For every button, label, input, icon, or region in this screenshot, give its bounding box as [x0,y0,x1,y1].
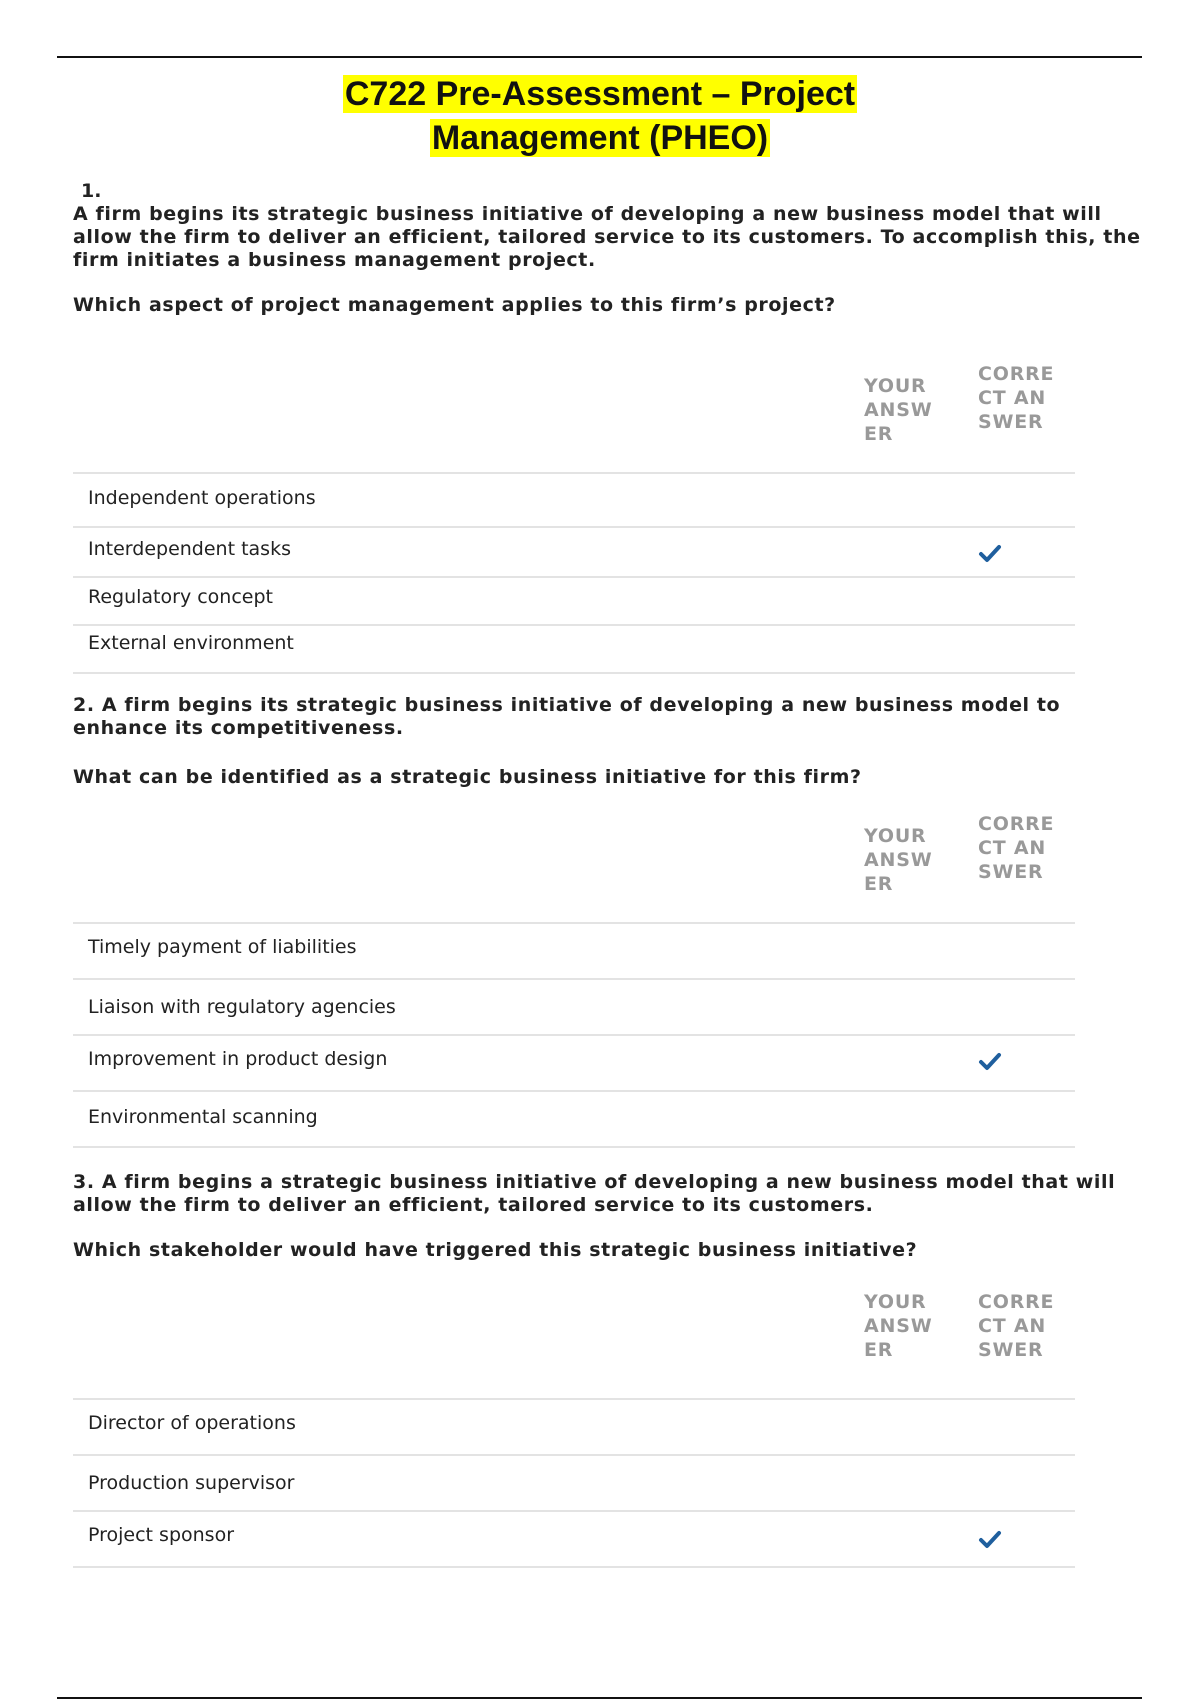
correct-answer-header: CORRECT ANSWER [978,1291,1055,1361]
answer-option[interactable] [73,526,1075,576]
top-rule [57,56,1142,58]
checkmark-icon [978,1052,1002,1072]
answer-option[interactable] [73,1454,1075,1510]
option-label: Regulatory concept [88,586,273,608]
question-text: 2. A firm begins its strategic business initiative of developing a new business model to enhance its competitiveness. [73,694,1061,739]
table-divider [73,672,1075,674]
checkmark-icon [978,544,1002,564]
your-answer-header: YOUR ANSWER [864,825,933,895]
correct-answer-header: CORRECT ANSWER [978,813,1055,883]
title-line-1: C722 Pre-Assessment – Project [344,75,856,113]
your-answer-header: YOUR ANSWER [864,1291,933,1361]
answer-option[interactable] [73,1398,1075,1454]
bottom-rule [57,1697,1142,1699]
answer-option[interactable] [73,576,1075,624]
answer-option[interactable] [73,1090,1075,1146]
table-divider [73,1566,1075,1568]
table-divider [73,1146,1075,1148]
answer-option[interactable] [73,472,1075,526]
option-label: Environmental scanning [88,1106,318,1128]
option-label: Liaison with regulatory agencies [88,996,396,1018]
your-answer-header: YOUR ANSWER [864,375,933,445]
answer-option[interactable] [73,1510,1075,1566]
option-label: Director of operations [88,1412,296,1434]
checkmark-icon [978,1530,1002,1550]
question-text: A firm begins its strategic business initiative of developing a new business model that will allow the firm to deliver an efficient, tailored service to its customers. To accomplish this, the firm initiates a business management project. [73,203,1141,271]
answer-option[interactable] [73,1034,1075,1090]
question-number: 1. [81,180,102,202]
correct-answer-header: CORRECT ANSWER [978,363,1055,433]
question-prompt: Which stakeholder would have triggered this strategic business initiative? [73,1239,918,1261]
option-label: Independent operations [88,487,316,509]
option-label: Project sponsor [88,1524,235,1546]
answer-table-2 [73,812,1075,1148]
option-label: External environment [88,632,294,654]
question-prompt: Which aspect of project management applies to this firm’s project? [73,294,836,316]
option-label: Timely payment of liabilities [88,936,357,958]
answer-option[interactable] [73,922,1075,978]
option-label: Improvement in product design [88,1048,388,1070]
answer-table-3 [73,1288,1075,1570]
question-1 [73,180,1153,317]
answer-table-1 [73,360,1075,675]
answer-option[interactable] [73,978,1075,1034]
document-title [0,72,1200,160]
question-text: 3. A firm begins a strategic business initiative of developing a new business model that will allow the firm to deliver an efficient, tailored service to its customers. [73,1171,1116,1216]
question-3 [73,1171,1153,1262]
option-label: Interdependent tasks [88,538,291,560]
option-label: Production supervisor [88,1472,295,1494]
question-2 [73,694,1153,789]
title-line-2: Management (PHEO) [431,119,769,157]
question-prompt: What can be identified as a strategic business initiative for this firm? [73,766,862,788]
answer-option[interactable] [73,624,1075,672]
